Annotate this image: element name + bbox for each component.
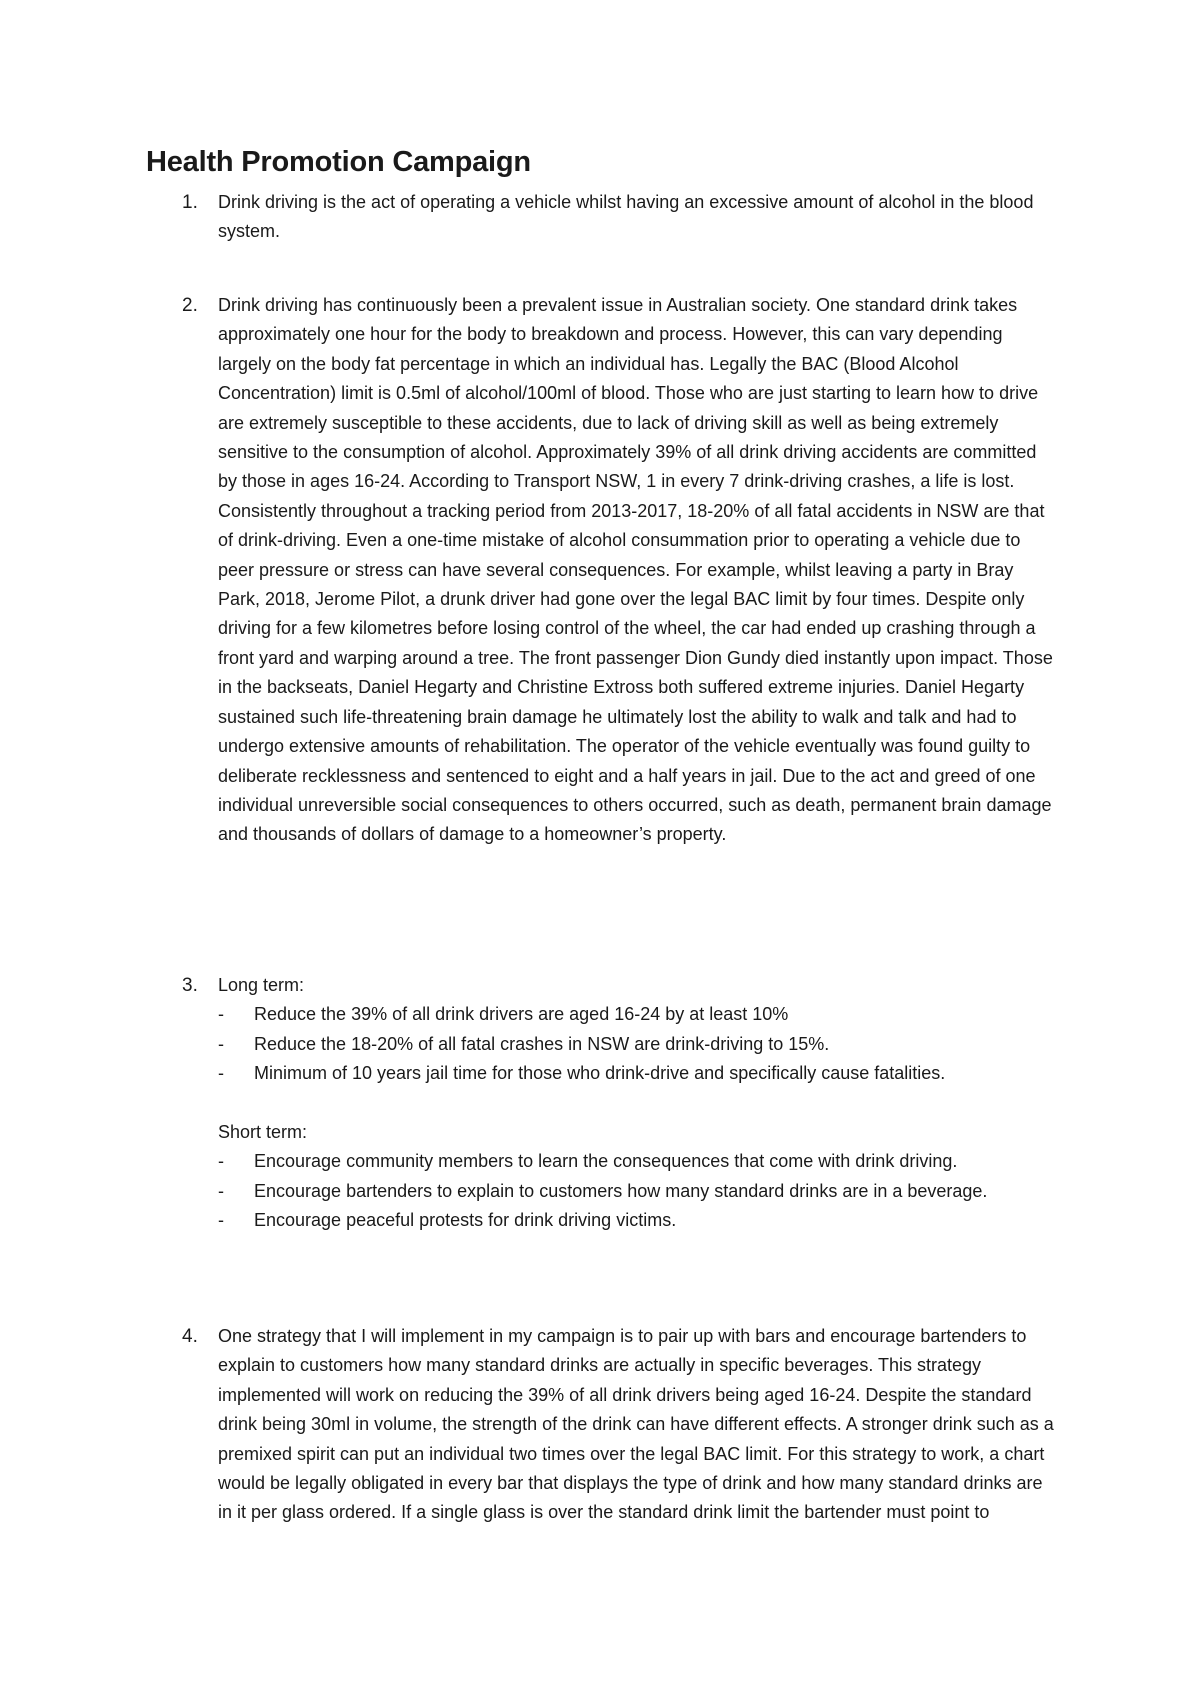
dash-bullet: -: [218, 1151, 224, 1172]
section-text: Drink driving is the act of operating a vehicle whilst having an excessive amount of alcohol in the blood system.: [218, 192, 1034, 242]
section-number: 4.: [182, 1326, 198, 1347]
list-item: - Reduce the 39% of all drink drivers are aged 16-24 by at least 10%: [218, 1000, 1058, 1029]
list-item: - Minimum of 10 years jail time for those who drink-drive and specifically cause fatalities.: [218, 1059, 1058, 1088]
section-text: One strategy that I will implement in my campaign is to pair up with bars and encourage bartenders to explain to customers how many standard drinks are actually in specific beverages. This strategy implemented will work on reducing the 39% of all drink drivers being aged 16-24. Despite the standard drink being 30ml in volume, the strength of the drink can have different effects. A stronger drink such as a premixed spirit can put an individual two times over the legal BAC limit. For this strategy to work, a chart would be legally obligated in every bar that displays the type of drink and how many standard drinks are in it per glass ordered. If a single glass is over the standard drink limit the bartender must point to: [218, 1326, 1054, 1523]
goals-block: [218, 971, 1058, 1236]
dash-bullet: -: [218, 1210, 224, 1231]
list-item: - Encourage community members to learn the consequences that come with drink driving.: [218, 1147, 1058, 1176]
dash-bullet: -: [218, 1063, 224, 1084]
dash-bullet: -: [218, 1033, 224, 1054]
document-title: Health Promotion Campaign: [146, 146, 531, 178]
long-term-heading: Long term:: [218, 975, 305, 995]
long-term-list: [218, 1000, 1058, 1088]
list-item: - Encourage peaceful protests for drink driving victims.: [218, 1206, 1058, 1235]
list-item: - Encourage bartenders to explain to customers how many standard drinks are in a beverage.: [218, 1177, 1058, 1206]
short-term-list: [218, 1147, 1058, 1235]
section-number: 1.: [182, 192, 198, 213]
section-text: Drink driving has continuously been a prevalent issue in Australian society. One standard drink takes approximately one hour for the body to breakdown and process. However, this can vary depending largely on the body fat percentage in which an individual has. Legally the BAC (Blood Alcohol Concentration) limit is 0.5ml of alcohol/100ml of blood. Those who are just starting to learn how to drive are extremely susceptible to these accidents, due to lack of driving skill as well as being extremely sensitive to the consumption of alcohol. Approximately 39% of all drink driving accidents are committed by those in ages 16-24. According to Transport NSW, 1 in every 7 drink-driving crashes, a life is lost. Consistently throughout a tracking period from 2013-2017, 18-20% of all fatal accidents in NSW are that of drink-driving. Even a one-time mistake of alcohol consummation prior to operating a vehicle due to peer pressure or stress can have several consequences. For example, whilst leaving a party in Bray Park, 2018, Jerome Pilot, a drunk driver had gone over the legal BAC limit by four times. Despite only driving for a few kilometres before losing control of the wheel, the car had ended up crashing through a front yard and warping around a tree. The front passenger Dion Gundy died instantly upon impact. Those in the backseats, Daniel Hegarty and Christine Extross both suffered extreme injuries. Daniel Hegarty sustained such life-threatening brain damage he ultimately lost the ability to walk and talk and had to undergo extensive amounts of rehabilitation. The operator of the vehicle eventually was found guilty to deliberate recklessness and sentenced to eight and a half years in jail. Due to the act and greed of one individual unreversible social consequences to others occurred, such as death, permanent brain damage and thousands of dollars of damage to a homeowner’s property.: [218, 295, 1053, 845]
section-number: 2.: [182, 295, 198, 316]
list-item: - Reduce the 18-20% of all fatal crashes in NSW are drink-driving to 15%.: [218, 1030, 1058, 1059]
short-term-heading: Short term:: [218, 1122, 308, 1143]
dash-bullet: -: [218, 1004, 224, 1025]
dash-bullet: -: [218, 1180, 224, 1201]
section-number: 3.: [182, 975, 198, 996]
